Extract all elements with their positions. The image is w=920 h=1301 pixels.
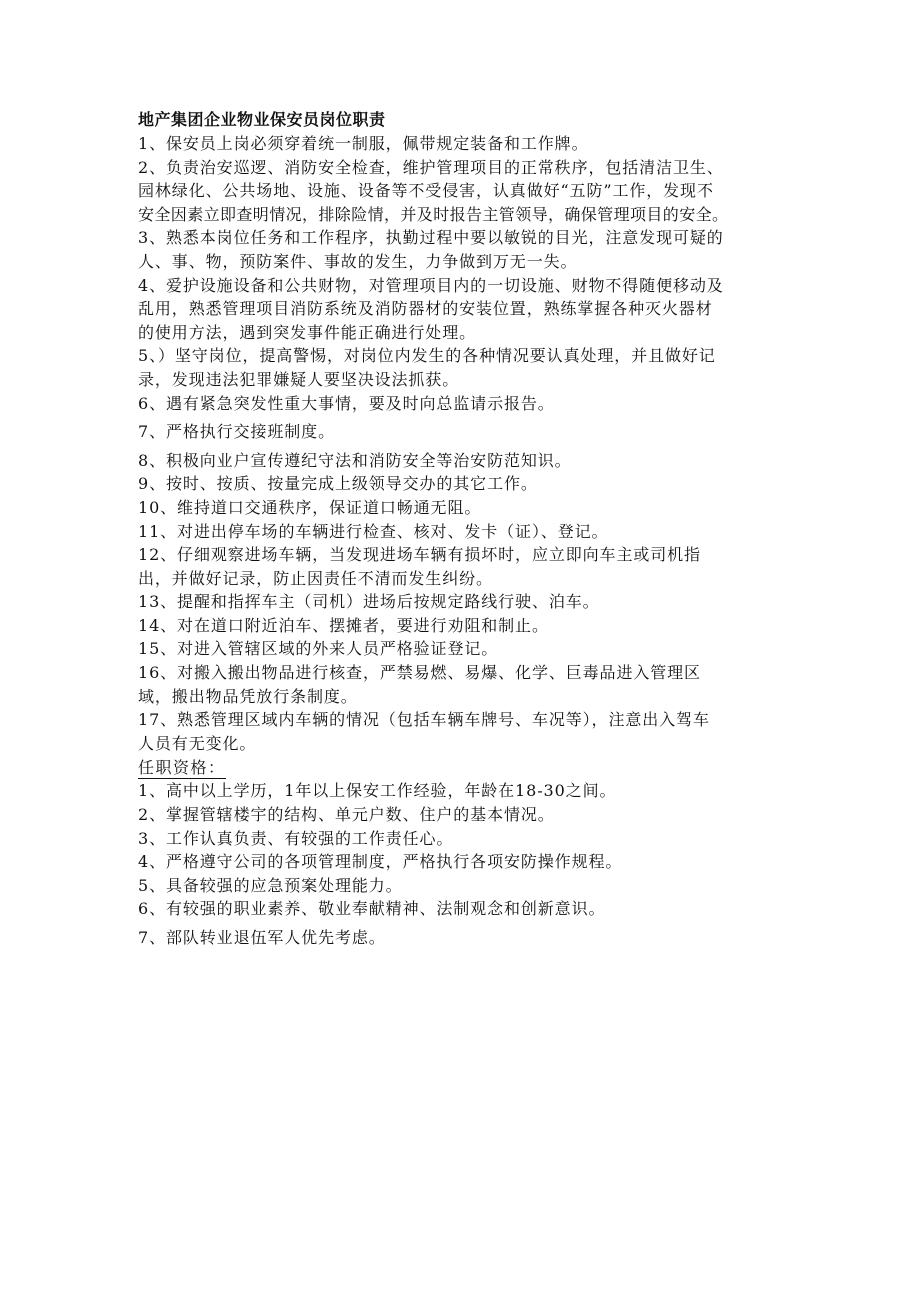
duty-8-line-1: 8、积极向业户宣传遵纪守法和消防安全等治安防范知识。 bbox=[138, 450, 572, 470]
duty-7-line-1: 7、严格执行交接班制度。 bbox=[138, 422, 335, 442]
duty-6-line-1: 6、遇有紧急突发性重大事情，要及时向总监请示报告。 bbox=[138, 393, 555, 413]
duty-5-line-1: 5、）坚守岗位，提高警惕，对岗位内发生的各种情况要认真处理，并且做好记 bbox=[138, 346, 716, 366]
duty-2-line-1: 2、负责治安巡逻、消防安全检查，维护管理项目的正常秩序，包括清洁卫生、 bbox=[138, 157, 724, 177]
duty-17-line-1: 17、熟悉管理区域内车辆的情况（包括车辆车牌号、车况等），注意出入驾车 bbox=[138, 710, 710, 730]
duty-12-line-2: 出，并做好记录，防止因责任不清而发生纠纷。 bbox=[138, 568, 493, 588]
duty-12-line-1: 12、仔细观察进场车辆，当发现进场车辆有损坏时，应立即向车主或司机指 bbox=[138, 545, 701, 565]
qualification-1: 1、高中以上学历，1年以上保安工作经验，年龄在18-30之间。 bbox=[138, 781, 617, 801]
duty-2-line-2: 园林绿化、公共场地、设施、设备等不受侵害，认真做好“五防”工作，发现不 bbox=[138, 181, 714, 201]
duty-13-line-1: 13、提醒和指挥车主（司机）进场后按规定路线行驶、泊车。 bbox=[138, 592, 600, 612]
duty-3-line-1: 3、熟悉本岗位任务和工作程序，执勤过程中要以敏锐的目光，注意发现可疑的 bbox=[138, 228, 724, 248]
duty-4-line-2: 乱用，熟悉管理项目消防系统及消防器材的安装位置，熟练掌握各种灭火器材 bbox=[138, 299, 713, 319]
qualification-4: 4、严格遵守公司的各项管理制度，严格执行各项安防操作规程。 bbox=[138, 852, 623, 872]
duty-3-line-2: 人、事、物，预防案件、事故的发生，力争做到万无一失。 bbox=[138, 251, 578, 271]
duty-4-line-3: 的使用方法，遇到突发事件能正确进行处理。 bbox=[138, 322, 477, 342]
qualification-6: 6、有较强的职业素养、敬业奉献精神、法制观念和创新意识。 bbox=[138, 899, 606, 919]
qualification-2: 2、掌握管辖楼宇的结构、单元户数、住户的基本情况。 bbox=[138, 805, 555, 825]
duty-14-line-1: 14、对在道口附近泊车、摆摊者，要进行劝阻和制止。 bbox=[138, 615, 549, 635]
duty-10-line-1: 10、维持道口交通秩序，保证道口畅通无阻。 bbox=[138, 497, 482, 517]
document-body bbox=[138, 108, 788, 950]
duty-4-line-1: 4、爱护设施设备和公共财物，对管理项目内的一切设施、财物不得随便移动及 bbox=[138, 275, 724, 295]
qualifications-heading: 任职资格： bbox=[138, 758, 226, 778]
document-title: 地产集团企业物业保安员岗位职责 bbox=[138, 110, 386, 129]
duty-16-line-2: 域，搬出物品凭放行条制度。 bbox=[138, 686, 358, 706]
qualification-3: 3、工作认真负责、有较强的工作责任心。 bbox=[138, 828, 454, 848]
duty-5-line-2: 录，发现违法犯罪嫌疑人要坚决设法抓获。 bbox=[138, 369, 460, 389]
duty-15-line-1: 15、对进入管辖区域的外来人员严格验证登记。 bbox=[138, 639, 499, 659]
duty-16-line-1: 16、对搬入搬出物品进行核查，严禁易燃、易爆、化学、巨毒品进入管理区 bbox=[138, 663, 701, 683]
duty-2-line-3: 安全因素立即查明情况，排除险情，并及时报告主管领导，确保管理项目的安全。 bbox=[138, 204, 729, 224]
duty-9-line-1: 9、按时、按质、按量完成上级领导交办的其它工作。 bbox=[138, 474, 538, 494]
qualification-5: 5、具备较强的应急预案处理能力。 bbox=[138, 875, 403, 895]
duty-11-line-1: 11、对进出停车场的车辆进行检查、核对、发卡（证）、登记。 bbox=[138, 521, 609, 541]
qualification-7: 7、部队转业退伍军人优先考虑。 bbox=[138, 928, 386, 947]
duty-1-line-1: 1、保安员上岗必须穿着统一制服，佩带规定装备和工作牌。 bbox=[138, 134, 589, 153]
duty-17-line-2: 人员有无变化。 bbox=[138, 733, 257, 753]
